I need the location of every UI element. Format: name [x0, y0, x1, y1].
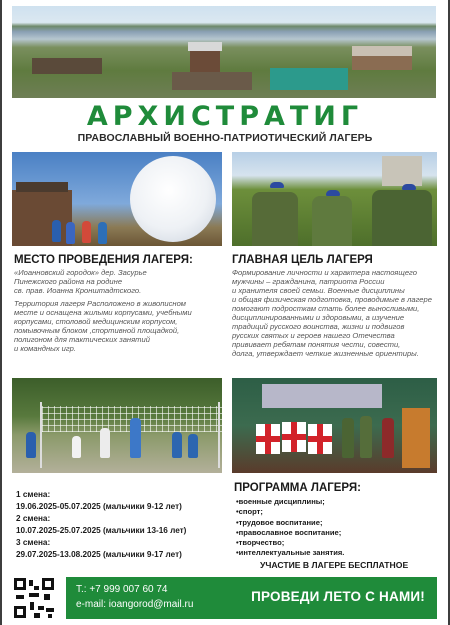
goal-line: мужчины – гражданина, патриота России: [232, 277, 385, 286]
territory-line: помывочным блоком ,спортивной площадкой,: [14, 326, 180, 335]
program-item: •военные дисциплины;: [236, 497, 325, 506]
goal-line: и общая физическая подготовка, проводимые в лагере: [232, 295, 432, 304]
goal-line: русских святых и героев нашего Отечества: [232, 331, 395, 340]
program-item: •интеллектуальные занятия.: [236, 548, 345, 558]
contact-bar: [66, 577, 437, 619]
goal-line: Формирование личности и характера настоящего: [232, 268, 417, 277]
goal-heading: ГЛАВНАЯ ЦЕЛЬ ЛАГЕРЯ: [232, 254, 373, 266]
free-participation-note: УЧАСТИЕ В ЛАГЕРЕ БЕСПЛАТНОЕ: [260, 560, 409, 570]
email-link[interactable]: e-mail: ioangorod@mail.ru: [76, 599, 194, 610]
program-list: [236, 497, 436, 559]
location-text: [14, 268, 228, 357]
volleyball-photo: [12, 378, 222, 473]
shift-dates: 19.06.2025-05.07.2025 (мальчики 9-12 лет): [16, 502, 182, 511]
goal-line: дисциплинированными и здоровыми, а изучение: [232, 313, 405, 322]
camp-title: АРХИСТРАТИГ: [86, 101, 364, 132]
shift-dates: 10.07.2025-25.07.2025 (мальчики 13-16 лет): [16, 526, 187, 535]
program-item: •спорт;: [236, 507, 263, 517]
shift-label: 1 смена:: [16, 490, 51, 499]
territory-line: месте и оснащена жилыми корпусами, учебными: [14, 308, 192, 317]
territory-line: корпусами, столовой медицинским корпусом,: [14, 317, 178, 326]
shift-label: 2 смена:: [16, 514, 51, 523]
program-item: •творчество;: [236, 538, 285, 548]
goal-text: [232, 268, 444, 358]
goal-line: прививает ребятам понятия чести, совести,: [232, 340, 401, 349]
territory-line: полигоном для тактических занятий: [14, 335, 150, 344]
camp-subtitle: ПРАВОСЛАВНЫЙ ВОЕННО-ПАТРИОТИЧЕСКИЙ ЛАГЕРЬ: [77, 132, 373, 144]
location-line: «Иоанновский городок» дер. Засурье: [14, 268, 147, 277]
goal-line: долга, утверждает четкие жизненные ориентиры.: [232, 349, 419, 358]
call-to-action: ПРОВЕДИ ЛЕТО С НАМИ!: [251, 589, 425, 604]
program-item: •православное воспитание;: [236, 527, 342, 537]
program-heading: ПРОГРАММА ЛАГЕРЯ:: [234, 482, 361, 494]
location-line: Пинежского района на родине: [14, 277, 123, 286]
shift-label: 3 смена:: [16, 538, 51, 547]
poster: [2, 0, 448, 625]
location-heading: МЕСТО ПРОВЕДЕНИЯ ЛАГЕРЯ:: [14, 254, 193, 266]
territory-line: Территория лагеря Расположено в живописном: [14, 299, 187, 308]
location-line: св. прав. Иоанна Кронштадтского.: [14, 286, 142, 295]
goal-line: помогают подросткам стать более выносливыми,: [232, 304, 420, 313]
shift-schedule: [16, 489, 236, 561]
concert-photo: [232, 378, 437, 473]
qr-code-icon[interactable]: [14, 578, 54, 618]
contact-info: [76, 582, 193, 612]
goal-line: традиций русского воинства, жизни и подвигов: [232, 322, 405, 331]
village-photo: [12, 6, 436, 98]
goal-line: и хранителя своей семьи. Военные дисциплины: [232, 286, 405, 295]
territory-line: и командных игр.: [14, 344, 76, 353]
program-item: •трудовое воспитание;: [236, 517, 323, 527]
cadets-photo: [232, 152, 437, 246]
parachute-photo: [12, 152, 222, 246]
phone-link[interactable]: Т.: +7 999 007 60 74: [76, 584, 168, 595]
shift-dates: 29.07.2025-13.08.2025 (мальчики 9-17 лет): [16, 550, 182, 559]
